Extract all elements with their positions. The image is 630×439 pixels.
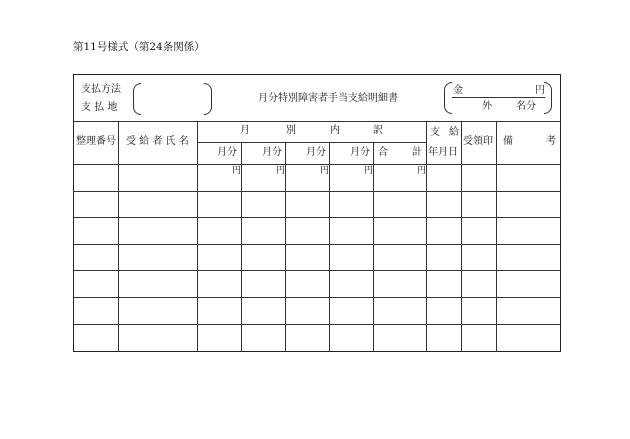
payment-bracket-left <box>133 83 141 115</box>
document-title: 月分特別障害者手当支給明細書 <box>258 93 398 104</box>
yen-unit: 円 <box>320 166 330 176</box>
row-line <box>73 164 561 165</box>
month-column-header: 月分 <box>350 147 370 158</box>
breakdown-header-char: 月 <box>240 125 250 136</box>
row-line <box>73 324 561 325</box>
yen-unit: 円 <box>417 166 427 176</box>
column-line <box>496 121 497 352</box>
amount-prefix: 金 <box>453 85 463 96</box>
amount-bracket-right <box>544 82 552 114</box>
amount-underline <box>452 97 545 98</box>
payment-date-header: 年月日 <box>428 147 458 158</box>
row-line <box>73 217 561 218</box>
statement-table <box>73 74 561 352</box>
breakdown-header-char: 別 <box>286 125 296 136</box>
count-label: 名分 <box>516 101 536 112</box>
payment-bracket-right <box>204 83 212 115</box>
row-line <box>73 244 561 245</box>
outside-label: 外 <box>482 101 492 112</box>
column-line <box>285 142 286 352</box>
row-line <box>73 297 561 298</box>
yen-unit: 円 <box>232 166 242 176</box>
month-column-header: 月分 <box>262 147 282 158</box>
column-line <box>426 121 427 352</box>
breakdown-header-char: 内 <box>330 125 340 136</box>
row-line <box>73 191 561 192</box>
column-line <box>329 142 330 352</box>
payment-method-label: 支払方法 <box>81 84 121 95</box>
amount-unit: 円 <box>535 85 545 96</box>
seiri-number-header: 整理番号 <box>76 136 116 147</box>
amount-bracket-left <box>444 82 452 114</box>
payment-date-header-char: 給 <box>449 127 459 138</box>
recipient-name-header: 受 給 者 氏 名 <box>126 136 189 147</box>
column-line <box>373 142 374 352</box>
row-line <box>73 270 561 271</box>
column-line <box>461 121 462 352</box>
breakdown-divider <box>197 142 426 143</box>
breakdown-header-char: 訳 <box>373 125 383 136</box>
receipt-seal-header: 受領印 <box>463 136 493 147</box>
month-column-header: 月分 <box>306 147 326 158</box>
yen-unit: 円 <box>364 166 374 176</box>
form-number: 第11号様式（第24条関係） <box>73 41 205 53</box>
total-header-char: 計 <box>412 147 422 158</box>
remarks-header-char: 考 <box>546 136 556 147</box>
header-divider <box>73 121 561 122</box>
column-line <box>197 121 198 352</box>
total-header-char: 合 <box>378 147 388 158</box>
column-line <box>241 142 242 352</box>
yen-unit: 円 <box>276 166 286 176</box>
payment-place-label: 支 払 地 <box>81 102 118 113</box>
remarks-header-char: 備 <box>503 136 513 147</box>
payment-date-header-char: 支 <box>430 127 440 138</box>
column-line <box>118 121 119 352</box>
month-column-header: 月分 <box>217 147 237 158</box>
